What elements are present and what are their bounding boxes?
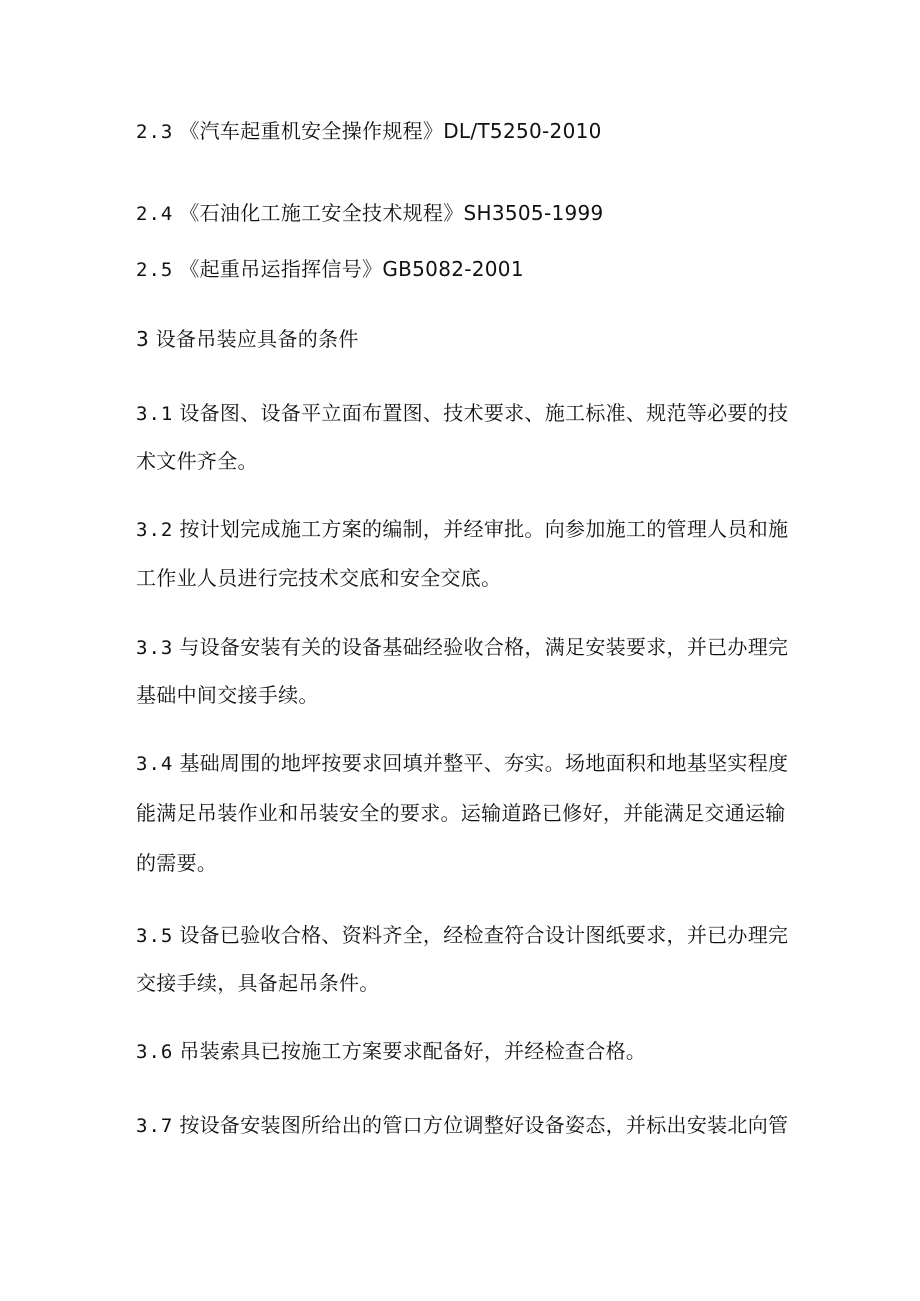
item-text: 能满足吊装作业和吊装安全的要求。运输道路已修好，并能满足交通运输 (136, 801, 786, 825)
item-number: 3.3 (136, 637, 174, 659)
item-3-2-cont (136, 565, 796, 591)
item-2-5 (136, 256, 796, 283)
item-text: 吊装索具已按施工方案要求配备好，并经检查合格。 (179, 1039, 647, 1063)
item-text: 工作业人员进行完技术交底和安全交底。 (136, 566, 502, 590)
item-3-4-cont (136, 800, 796, 826)
item-number: 3.1 (136, 403, 174, 425)
item-2-3 (136, 118, 796, 145)
item-2-4 (136, 200, 796, 227)
item-3-1-cont (136, 448, 796, 474)
item-text: 《起重吊运指挥信号》GB5082-2001 (179, 257, 524, 281)
item-3-2 (136, 516, 796, 543)
item-number: 2.5 (136, 259, 174, 281)
item-3-4-cont-2 (136, 850, 796, 876)
item-text: 《汽车起重机安全操作规程》DL/T5250-2010 (179, 119, 602, 143)
item-text: 基础周围的地坪按要求回填并整平、夯实。场地面积和地基坚实程度 (179, 751, 789, 775)
item-3-6 (136, 1038, 796, 1065)
section-heading-text: 3 设备吊装应具备的条件 (136, 327, 359, 351)
item-3-3 (136, 634, 796, 661)
item-3-4 (136, 750, 796, 777)
item-text: 与设备安装有关的设备基础经验收合格，满足安装要求，并已办理完 (179, 635, 789, 659)
item-text: 《石油化工施工安全技术规程》SH3505-1999 (179, 201, 604, 225)
item-text: 按计划完成施工方案的编制，并经审批。向参加施工的管理人员和施 (179, 517, 789, 541)
item-number: 3.7 (136, 1115, 174, 1137)
item-number: 3.2 (136, 519, 174, 541)
item-3-7 (136, 1112, 796, 1139)
item-text: 基础中间交接手续。 (136, 683, 319, 707)
item-3-1 (136, 400, 796, 427)
item-number: 2.4 (136, 203, 174, 225)
item-text: 交接手续，具备起吊条件。 (136, 971, 380, 995)
item-text: 术文件齐全。 (136, 449, 258, 473)
item-number: 3.4 (136, 753, 174, 775)
item-3-5-cont (136, 970, 796, 996)
item-number: 3.6 (136, 1041, 174, 1063)
item-text: 的需要。 (136, 851, 218, 875)
item-text: 设备已验收合格、资料齐全，经检查符合设计图纸要求，并已办理完 (179, 923, 789, 947)
section-heading-3 (136, 326, 796, 352)
item-text: 按设备安装图所给出的管口方位调整好设备姿态，并标出安装北向管 (179, 1113, 789, 1137)
item-number: 2.3 (136, 121, 174, 143)
item-3-3-cont (136, 682, 796, 708)
item-3-5 (136, 922, 796, 949)
item-text: 设备图、设备平立面布置图、技术要求、施工标准、规范等必要的技 (179, 401, 789, 425)
item-number: 3.5 (136, 925, 174, 947)
